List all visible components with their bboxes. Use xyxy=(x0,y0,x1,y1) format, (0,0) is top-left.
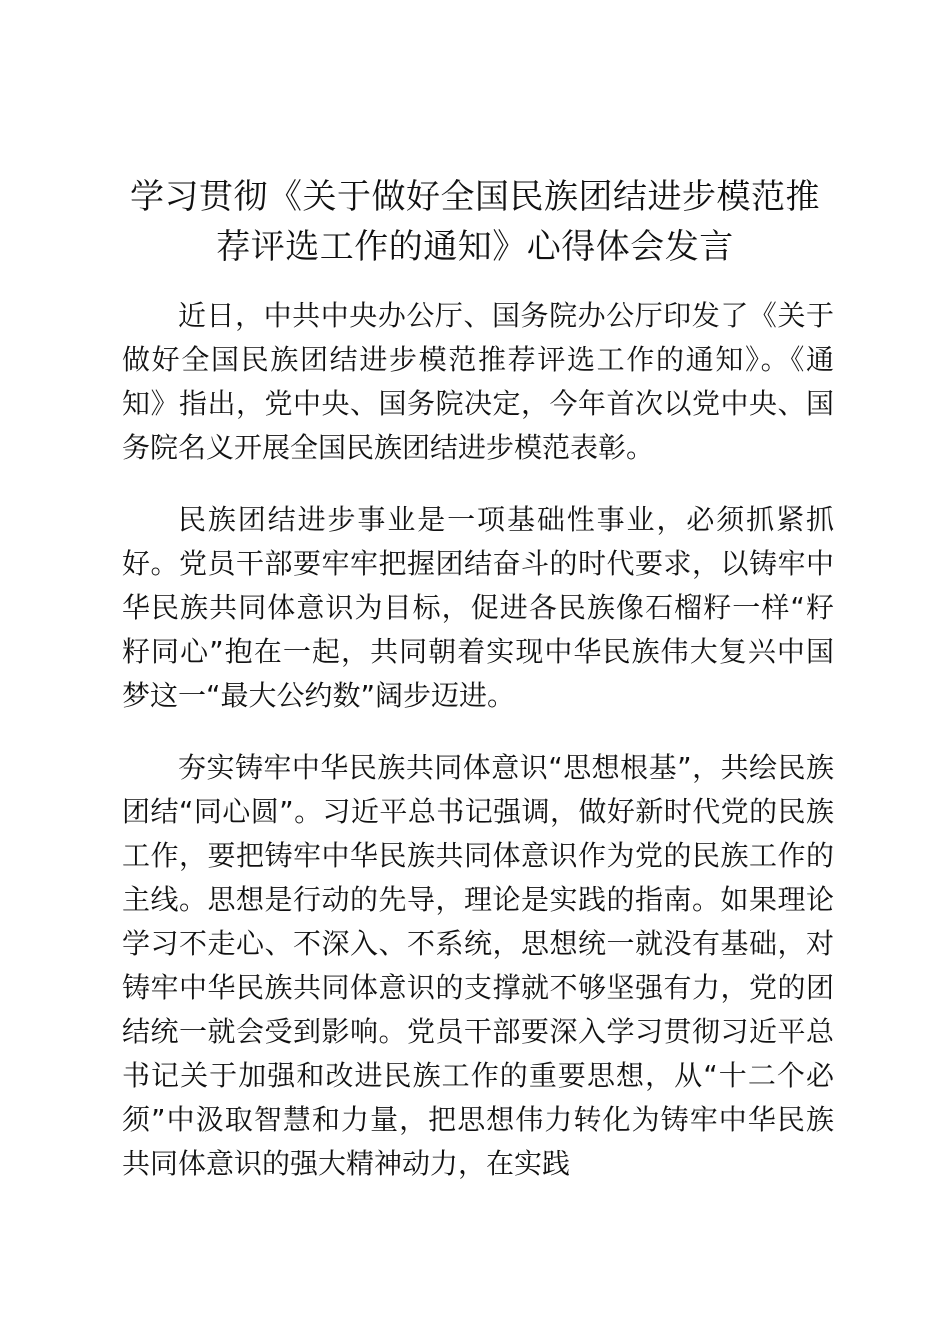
document-body xyxy=(122,294,834,1214)
title-line-2: 荐评选工作的通知》心得体会发言 xyxy=(216,227,734,267)
paragraph-3: 夯实铸牢中华民族共同体意识“思想根基”，共绘民族团结“同心圆”。习近平总书记强调，做好新时代党的民族工作，要把铸牢中华民族共同体意识作为党的民族工作的主线。思想是行动的先导，理论是实践的指南。如果理论学习不走心、不深入、不系统，思想统一就没有基础，对铸牢中华民族共同体意识的支撑就不够坚强有力，党的团结统一就会受到影响。党员干部要深入学习贯彻习近平总书记关于加强和改进民族工作的重要思想，从“十二个必须”中汲取智慧和力量，把思想伟力转化为铸牢中华民族共同体意识的强大精神动力，在实践 xyxy=(122,751,834,1180)
title-line-1: 学习贯彻《关于做好全国民族团结进步模范推 xyxy=(130,177,820,217)
paragraph-1: 近日，中共中央办公厅、国务院办公厅印发了《关于做好全国民族团结进步模范推荐评选工作的通知》。《通知》指出，党中央、国务院决定，今年首次以党中央、国务院名义开展全国民族团结进步模范表彰。 xyxy=(122,299,834,464)
document-title xyxy=(100,172,850,272)
paragraph-2: 民族团结进步事业是一项基础性事业，必须抓紧抓好。党员干部要牢牢把握团结奋斗的时代要求，以铸牢中华民族共同体意识为目标，促进各民族像石榴籽一样“籽籽同心”抱在一起，共同朝着实现中华民族伟大复兴中国梦这一“最大公约数”阔步迈进。 xyxy=(122,503,834,712)
